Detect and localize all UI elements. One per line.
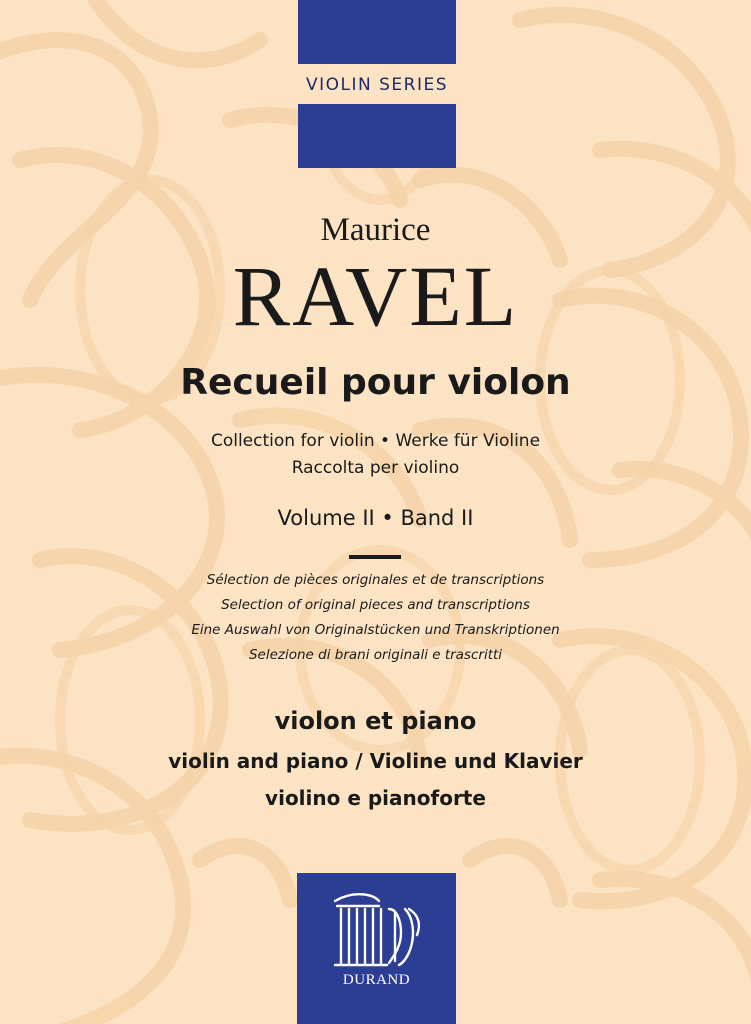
series-band bbox=[298, 0, 456, 168]
subtitle-line-1: Collection for violin • Werke für Violine bbox=[210, 431, 541, 451]
volume-label: Volume II • Band II bbox=[277, 506, 474, 530]
composer-first-name: Maurice bbox=[320, 212, 431, 248]
selection-line-fr: Sélection de pièces originales et de transcriptions bbox=[206, 572, 545, 588]
selection-line-en: Selection of original pieces and transcriptions bbox=[221, 597, 530, 613]
instrumentation-line-3: violino e pianoforte bbox=[265, 786, 486, 810]
series-band-top bbox=[298, 0, 456, 64]
instrumentation-line-2: violin and piano / Violine und Klavier bbox=[168, 749, 583, 773]
series-label: VIOLIN SERIES bbox=[298, 64, 456, 104]
book-title: Recueil pour violon bbox=[180, 362, 571, 403]
selection-line-it: Selezione di brani originali e trascritti bbox=[248, 647, 503, 663]
composer-last-name: RAVEL bbox=[232, 248, 519, 344]
publisher-block bbox=[297, 873, 456, 1024]
series-band-bottom bbox=[298, 104, 456, 168]
publisher-name: DURAND bbox=[342, 972, 411, 988]
subtitle-line-2: Raccolta per violino bbox=[291, 458, 460, 478]
divider bbox=[349, 555, 401, 559]
selection-line-de: Eine Auswahl von Originalstücken und Transkriptionen bbox=[191, 622, 560, 638]
instrumentation-line-1: violon et piano bbox=[274, 707, 477, 735]
durand-logo-icon bbox=[297, 873, 456, 973]
